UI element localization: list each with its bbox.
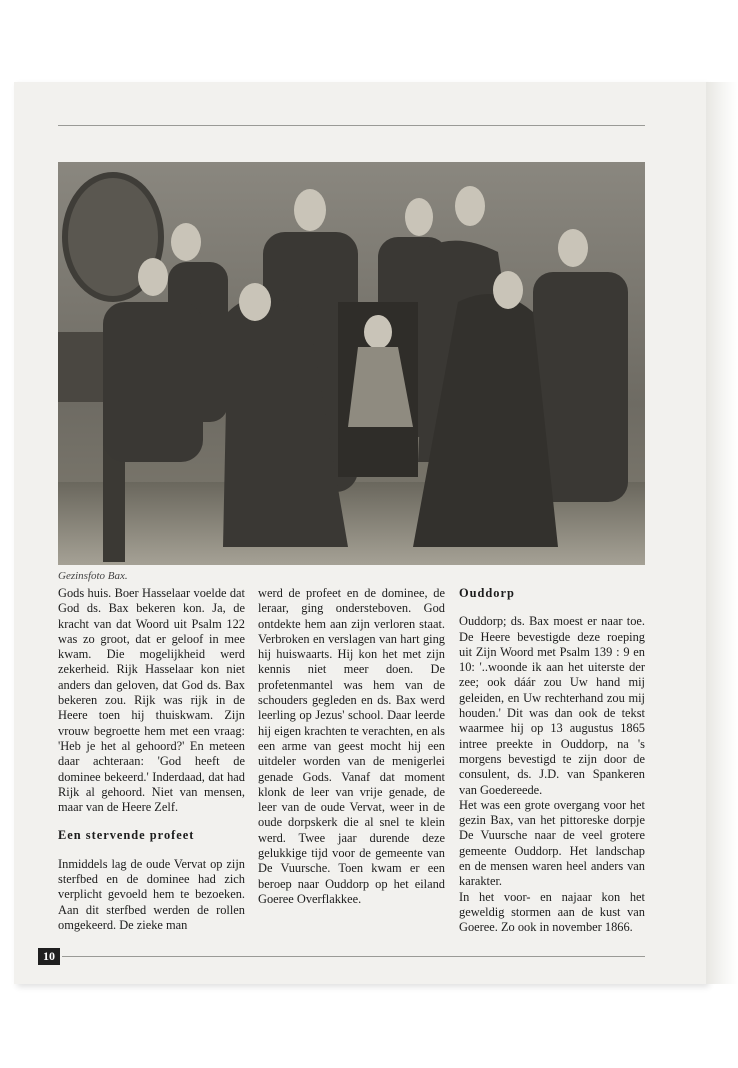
text-column-1 xyxy=(58,586,245,946)
family-portrait-photo xyxy=(58,162,645,565)
paragraph: Inmiddels lag de oude Vervat op zijn sterfbed en de dominee had zich verplicht gevoeld hem te bezoeken. Aan dit sterfbed werden de rollen omgekeerd. De zieke man xyxy=(58,856,245,932)
paragraph: Ouddorp; ds. Bax moest er naar toe. De Heere bevestigde deze roeping uit Zijn Woord met Psalm 139 : 9 en 10: '..woonde ik aan het uiterste der zee; ook dáár zou Uw hand mij geleiden, en Uw rechterhand zou mij houden.' Dit was dan ook de tekst waarmee hij op 13 augustus 1865 intree preekte in Ouddorp, na 's morgens bevestigd te zijn door de consulent, ds. J.D. van Spankeren van Goedereede. xyxy=(459,614,645,797)
family-portrait-image xyxy=(58,162,645,565)
top-rule xyxy=(58,125,645,126)
text-column-3 xyxy=(459,586,645,949)
bottom-rule xyxy=(62,956,645,957)
page-number: 10 xyxy=(38,948,60,965)
section-heading: Een stervende profeet xyxy=(58,828,195,843)
page-edge-shadow xyxy=(706,82,738,984)
paragraph: Het was een grote overgang voor het gezin Bax, van het pittoreske dorpje De Vuursche naar de veel grotere gemeente Ouddorp. Het landschap en de mensen waren heel anders van karakter. xyxy=(459,797,645,889)
paragraph: In het voor- en najaar kon het geweldig stormen aan de kust van Goeree. Zo ook in november 1866. xyxy=(459,889,645,935)
text-column-2 xyxy=(258,586,445,920)
paragraph: werd de profeet en de dominee, de leraar, ging ondersteboven. God ontdekte hem aan zijn verloren staat. Verbroken en verslagen van hart ging hij huiswaarts. Hij kon het met zijn kennis niet meer doen. De profetenmantel was hem van de schouders gegleden en ds. Bax werd leerling op Jezus' school. Daar leerde hij eigen krachten te verachten, en als een arme van geest mocht hij een uitdeler worden van de menigerlei genade Gods. Vanaf dat moment klonk de leer van vrije genade, de leer van de oude Vervat, weer in de oude dorpskerk die al snel te klein werd. Twee jaar durende deze gelukkige tijd voor de gemeente van De Vuursche. Toen kwam er een beroep naar Ouddorp op het eiland Goeree Overflakkee. xyxy=(258,586,445,906)
photo-caption: Gezinsfoto Bax. xyxy=(58,570,128,582)
section-heading: Ouddorp xyxy=(459,586,515,600)
paragraph: Gods huis. Boer Hasselaar voelde dat God ds. Bax bekeren kon. Ja, de kracht van dat Woord uit Psalm 122 was zo groot, dat er geloof in mee kwam. Die mogelijkheid werd zekerheid. Rijk Hasselaar kon niet anders dan geloven, dat God ds. Bax bekeren zou. Rijk was rijk in de Heere toen hij thuiskwam. Zijn vrouw begroette hem met een vraag: 'Heb je het al gehoord?' En meteen daar achteraan: 'God heeft de dominee bekeerd.' Inderdaad, dat had Rijk al gehoord. Niet van mensen, maar van de Heere Zelf. xyxy=(58,586,245,815)
